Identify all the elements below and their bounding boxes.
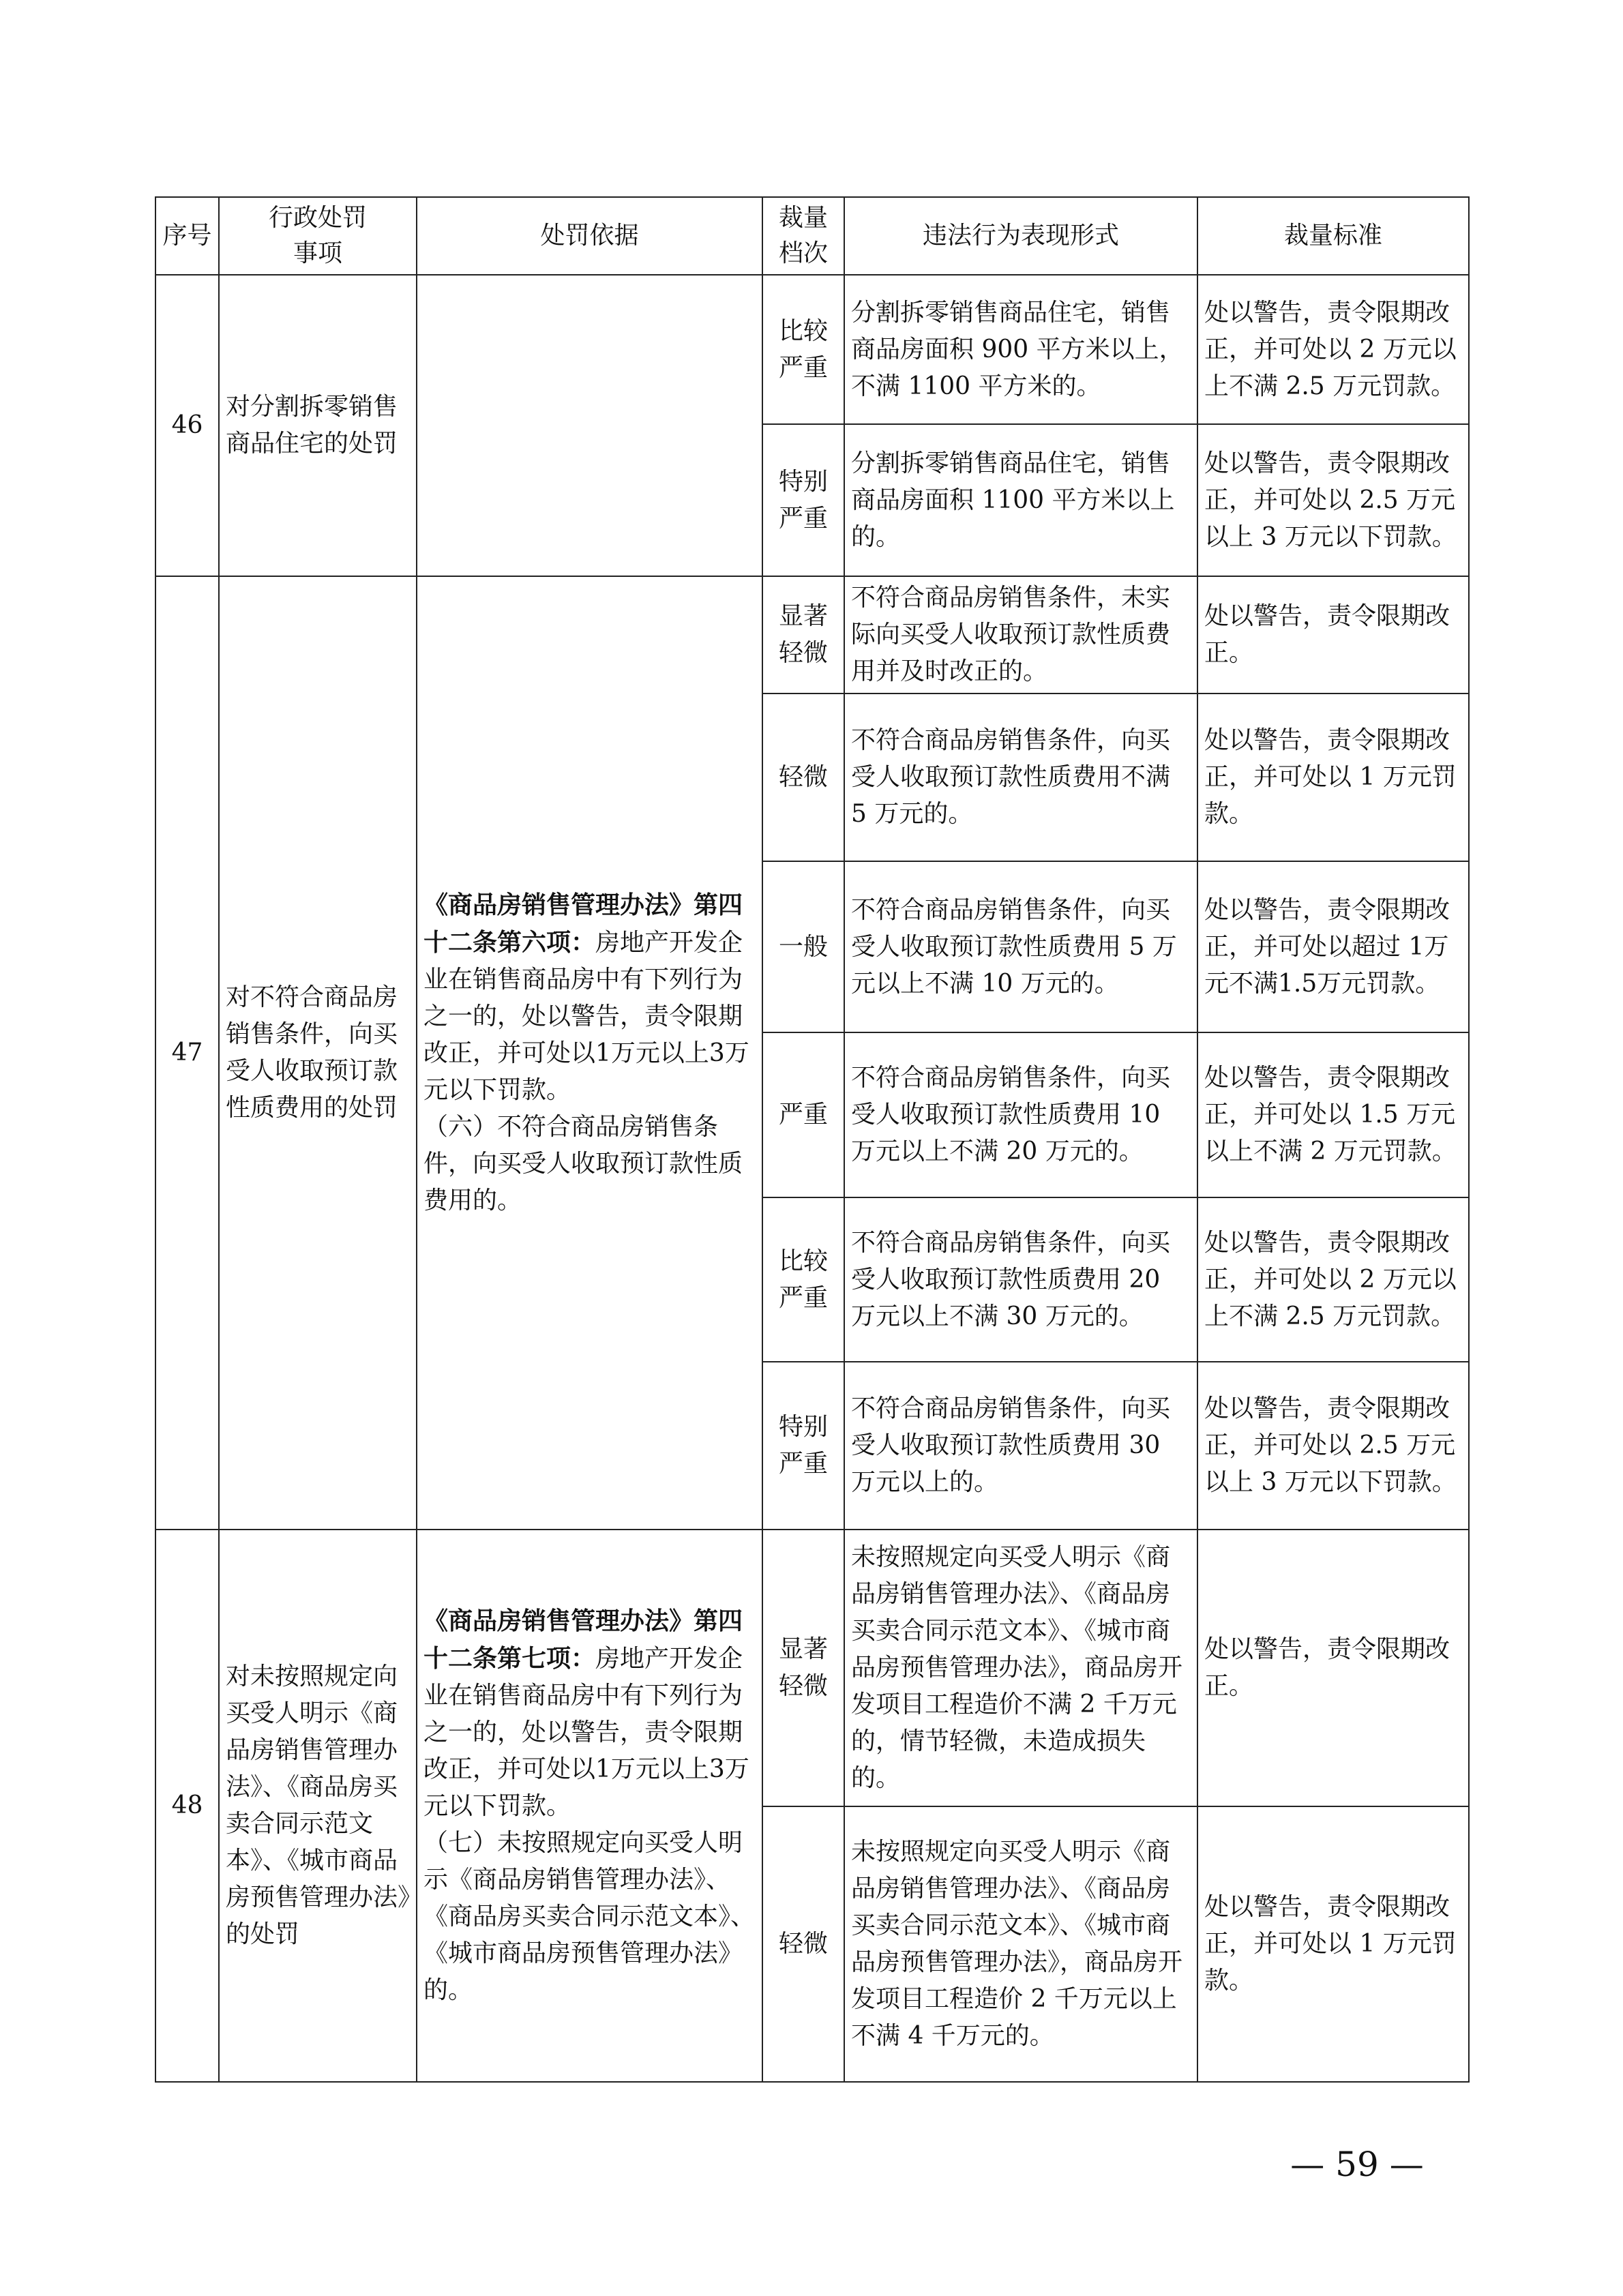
table-header-row — [155, 197, 1469, 275]
basis-title: 《商品房销售管理办法》第四十二条第六项： — [423, 891, 743, 957]
standard-cell: 处以警告，责令限期改正，并可处以 2.5 万元以上 3 万元以下罚款。 — [1197, 1362, 1469, 1530]
form-cell: 不符合商品房销售条件，向买受人收取预订款性质费用 5 万元以上不满 10 万元的。 — [844, 861, 1197, 1032]
level-cell: 一般 — [762, 861, 844, 1032]
table-row — [155, 1530, 1469, 1806]
header-item: 行政处罚 事项 — [219, 197, 417, 275]
form-cell: 不符合商品房销售条件，向买受人收取预订款性质费用 10 万元以上不满 20 万元的。 — [844, 1032, 1197, 1197]
item-cell: 对不符合商品房销售条件，向买受人收取预订款性质费用的处罚 — [219, 576, 417, 1530]
standard-cell: 处以警告，责令限期改正，并可处以 2 万元以上不满 2.5 万元罚款。 — [1197, 1197, 1469, 1362]
standard-cell: 处以警告，责令限期改正，并可处以 1 万元罚款。 — [1197, 1806, 1469, 2082]
level-cell: 轻微 — [762, 694, 844, 861]
level-cell: 显著 轻微 — [762, 576, 844, 694]
level-cell: 轻微 — [762, 1806, 844, 2082]
level-cell: 比较 严重 — [762, 1197, 844, 1362]
standard-cell: 处以警告，责令限期改正。 — [1197, 1530, 1469, 1806]
basis-title: 《商品房销售管理办法》第四十二条第七项： — [423, 1607, 743, 1673]
header-seq: 序号 — [155, 197, 219, 275]
seq-cell: 48 — [155, 1530, 219, 2082]
standard-cell: 处以警告，责令限期改正，并可处以 2 万元以上不满 2.5 万元罚款。 — [1197, 275, 1469, 424]
basis-cell — [417, 275, 762, 576]
form-cell: 不符合商品房销售条件，向买受人收取预订款性质费用 20 万元以上不满 30 万元的。 — [844, 1197, 1197, 1362]
form-cell: 不符合商品房销售条件，向买受人收取预订款性质费用 30 万元以上的。 — [844, 1362, 1197, 1530]
basis-body: 房地产开发企业在销售商品房中有下列行为之一的，处以警告，责令限期改正，并可处以1万元以上3万元以下罚款。 （六）不符合商品房销售条件，向买受人收取预订款性质费用的。 — [423, 929, 749, 1214]
standard-cell: 处以警告，责令限期改正，并可处以 2.5 万元以上 3 万元以下罚款。 — [1197, 424, 1469, 576]
penalty-table — [155, 196, 1470, 2083]
header-level: 裁量 档次 — [762, 197, 844, 275]
level-cell: 特别 严重 — [762, 424, 844, 576]
table-row — [155, 576, 1469, 694]
form-cell: 未按照规定向买受人明示《商品房销售管理办法》、《商品房买卖合同示范文本》、《城市商品房预售管理办法》，商品房开发项目工程造价 2 千万元以上不满 4 千万元的。 — [844, 1806, 1197, 2082]
standard-cell: 处以警告，责令限期改正，并可处以 1.5 万元以上不满 2 万元罚款。 — [1197, 1032, 1469, 1197]
level-cell: 比较 严重 — [762, 275, 844, 424]
seq-cell: 47 — [155, 576, 219, 1530]
standard-cell: 处以警告，责令限期改正，并可处以 1 万元罚款。 — [1197, 694, 1469, 861]
level-cell: 显著 轻微 — [762, 1530, 844, 1806]
seq-cell: 46 — [155, 275, 219, 576]
basis-cell — [417, 1530, 762, 2082]
header-basis: 处罚依据 — [417, 197, 762, 275]
basis-cell — [417, 576, 762, 1530]
basis-body: 房地产开发企业在销售商品房中有下列行为之一的，处以警告，责令限期改正，并可处以1万元以上3万元以下罚款。 （七）未按照规定向买受人明示《商品房销售管理办法》、《商品房买卖合同示范文本》、《城市商品房预售管理办法》的。 — [423, 1645, 756, 2004]
level-cell: 特别 严重 — [762, 1362, 844, 1530]
form-cell: 未按照规定向买受人明示《商品房销售管理办法》、《商品房买卖合同示范文本》、《城市商品房预售管理办法》，商品房开发项目工程造价不满 2 千万元的，情节轻微，未造成损失的。 — [844, 1530, 1197, 1806]
item-cell: 对分割拆零销售商品住宅的处罚 — [219, 275, 417, 576]
form-cell: 不符合商品房销售条件，向买受人收取预订款性质费用不满 5 万元的。 — [844, 694, 1197, 861]
page-number: — 59 — — [1290, 2145, 1424, 2184]
level-cell: 严重 — [762, 1032, 844, 1197]
header-standard: 裁量标准 — [1197, 197, 1469, 275]
form-cell: 不符合商品房销售条件，未实际向买受人收取预订款性质费用并及时改正的。 — [844, 576, 1197, 694]
standard-cell: 处以警告，责令限期改正，并可处以超过 1万元不满1.5万元罚款。 — [1197, 861, 1469, 1032]
table-row — [155, 275, 1469, 424]
item-cell: 对未按照规定向买受人明示《商品房销售管理办法》、《商品房买卖合同示范文本》、《城市商品房预售管理办法》的处罚 — [219, 1530, 417, 2082]
form-cell: 分割拆零销售商品住宅，销售商品房面积 1100 平方米以上的。 — [844, 424, 1197, 576]
form-cell: 分割拆零销售商品住宅，销售商品房面积 900 平方米以上，不满 1100 平方米的。 — [844, 275, 1197, 424]
header-form: 违法行为表现形式 — [844, 197, 1197, 275]
standard-cell: 处以警告，责令限期改正。 — [1197, 576, 1469, 694]
